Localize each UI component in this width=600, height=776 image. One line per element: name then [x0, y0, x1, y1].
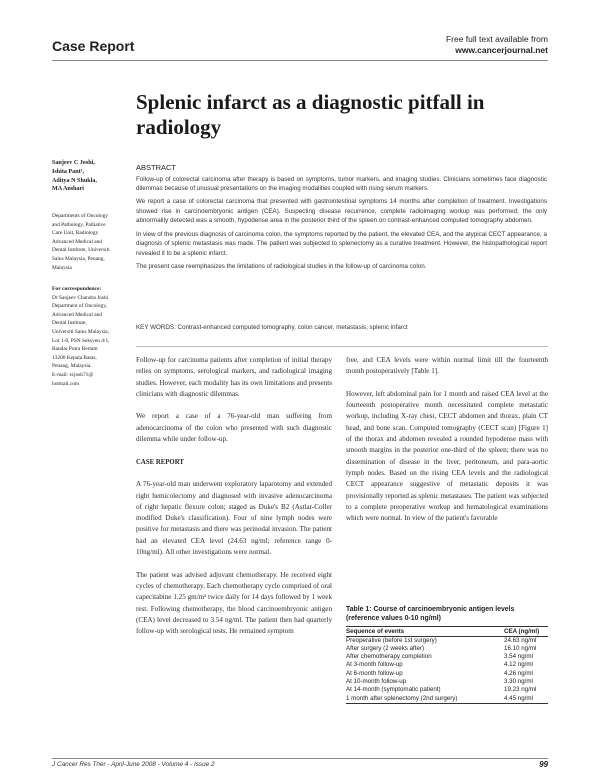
article-title: Splenic infarct as a diagnostic pitfall in radiology [136, 90, 485, 139]
table-row [346, 678, 548, 686]
event-cell: After chemotherapy completion [346, 653, 432, 661]
body-paragraph: Follow-up for carcinoma patients after completion of initial therapy relies on symptoms, serological markers, and radiological imaging studies. However, each modality has its own limitations and presents clinicians with diagnostic dilemmas. [136, 356, 332, 398]
author-name: Ishita Pant¹, [52, 168, 84, 175]
fulltext-notice [446, 34, 548, 56]
table-row [346, 636, 548, 645]
abstract-paragraph: We report a case of colorectal carcinoma that presented with gastrointestinal symptoms 14 months after completion of treatment. Investigations showed rise in carcinoembryonic antigen (CEA). Suspecting disease recurrence, complete radioimaging workup was performed; the only abnormality detected was a smooth, hypodense area in the posterior third of the spleen on contrast-enhanced computed tomography abdomen. [136, 198, 547, 225]
table-row [346, 653, 548, 661]
fulltext-line: Free full text available from [445, 34, 548, 44]
event-cell: At 6-month follow-up [346, 669, 403, 677]
affiliation-line: and Pathology, Palliative [52, 221, 106, 228]
affiliation-line: Sains Malaysia, Penang, [52, 255, 105, 262]
correspondence-line: Lot 1-8, PSN Seksyen 4/1, [52, 337, 110, 344]
correspondence-line: Department of Oncology, [52, 303, 107, 310]
header-divider [52, 60, 548, 61]
cea-cell: 19.23 ng/ml [504, 686, 537, 694]
correspondence-block [52, 285, 130, 388]
affiliation [52, 212, 130, 272]
correspondence-line: Dr Sanjeev Chandra Joshi [52, 294, 109, 301]
body-column-left [136, 355, 332, 649]
affiliation-line: Advanced Medical and [52, 238, 102, 245]
table-header-row [346, 627, 548, 637]
abstract-heading: ABSTRACT [136, 163, 177, 172]
table-1 [346, 606, 548, 704]
table-row [346, 695, 548, 704]
correspondence-line: Bandar Putra Bertam [52, 346, 98, 353]
journal-url-link[interactable]: www.cancerjournal.net [455, 45, 548, 55]
abstract-paragraph: The present case reemphasizes the limitations of radiological studies in the follow-up of carcinoma colon. [136, 262, 427, 270]
column-header-cea: CEA (ng/ml) [504, 627, 548, 637]
cea-cell: 4.26 ng/ml [504, 669, 533, 677]
event-cell: 1 month after splenectomy (2nd surgery) [346, 695, 504, 704]
correspondence-line: Universiti Sains Malaysia, [52, 328, 110, 335]
table-row [346, 686, 548, 694]
abstract-paragraph: In view of the previous diagnosis of carcinoma colon, the symptoms reported by the patient, the elevated CEA, and the atypical CECT appearance, a diagnosis of splenic metastasis was made. The patient was subjected to splenectomy as a curative treatment. However, the histopathological report revealed it to be a splenic infarct. [136, 230, 547, 257]
correspondence-line: Dental Institute, [52, 320, 87, 327]
correspondence-email[interactable]: E-mail: scjosh71@ [52, 371, 94, 378]
body-paragraph: The patient was advised adjuvant chemotherapy. He received eight cycles of chemotherapy. Each chemotherapy cycle comprised of oral capecitabine 1.25 gm/m² twice daily for 14 days followed by 1 week rest. Following chemotherapy, the blood carcinoembryonic antigen (CEA) level decreased to 3.54 ng/ml. The patient then had quarterly follow-up with serological tests. He remained symptom [136, 570, 332, 636]
cea-cell: 4.45 ng/ml [504, 695, 548, 704]
cea-cell: 4.12 ng/ml [504, 661, 533, 669]
correspondence-label: For correspondence: [52, 286, 102, 292]
page-number: 99 [539, 760, 548, 769]
event-cell: After surgery (2 weeks after) [346, 644, 425, 652]
body-paragraph: A 76-year-old man underwent exploratory laparotomy and extended right hemicolectomy and diagnosed with invasive adenocarcinoma of right hepatic flexure colon; staged as Duke's B2 (Astlar-Coller modified Duke's classification). Four of nine lymph nodes were positive for metastasis and there was perinodal invasion. The patient had an elevated CEA level (24.63 ng/ml; reference range 0-10ng/ml). All other investigations were normal. [136, 480, 332, 557]
cea-cell: 24.63 ng/ml [504, 636, 537, 644]
abstract [136, 163, 547, 275]
cea-table [346, 626, 548, 704]
correspondence-line: Penang, Malaysia. [52, 363, 92, 370]
event-cell: Preoperative (before 1st surgery) [346, 636, 437, 644]
abstract-divider [136, 346, 548, 347]
body-paragraph: However, left abdominal pain for 1 month and raised CEA level at the fourteenth postoperative month necessitated complete metastatic workup, including X-ray chest, CECT abdomen and thorax, plain CT head, and bone scan. Computed tomography (CECT scan) [Figure 1] of the thorax and abdomen revealed a rounded hypodense mass with smooth margins in the posterior one-third of the spleen; there was no dissemination of disease in the liver, peritoneum, and para-aortic lymph nodes. Based on the rising CEA levels and the radiological CECT appearance suggestive of metastatic deposits it was provisionally reported as splenic metastases. The patient was subjected to a complete preoperative workup and hematological examinations which were normal. In view of the patient's favorable [346, 389, 548, 523]
affiliation-line: Departments of Oncology [52, 213, 108, 219]
affiliation-line: Care Unit, Radiology [52, 230, 99, 237]
event-cell: At 3-month follow-up [346, 661, 403, 669]
body-column-right [346, 355, 548, 536]
keywords: KEY WORDS: Contrast-enhanced computed tomography, colon cancer, metastasis, splenic infarct [136, 324, 408, 331]
affiliation-line: Dental Institute, Universiti [52, 247, 110, 254]
affiliation-line: Malaysia [52, 264, 72, 271]
body-paragraph: free, and CEA levels were within normal limit till the fourteenth month postoperatively [Table 1]. [346, 356, 548, 376]
cea-cell: 3.54 ng/ml [504, 653, 533, 661]
event-cell: At 14-month (symptomatic patient) [346, 686, 441, 694]
section-heading-case-report: CASE REPORT [136, 458, 184, 466]
table-caption: Table 1: Course of carcinoembryonic antigen levels (reference values 0-10 ng/ml) [346, 606, 515, 622]
cea-cell: 16.10 ng/ml [504, 644, 537, 652]
author-name: MA Anshari [52, 186, 84, 193]
footer-divider [52, 758, 548, 759]
column-header-event: Sequence of events [346, 627, 504, 637]
correspondence-line: 13200 Kepala Batas, [52, 354, 97, 361]
cea-cell: 3.30 ng/ml [504, 678, 533, 686]
journal-citation: J Cancer Res Ther - April-June 2008 - Volume 4 - Issue 2 [52, 761, 215, 768]
event-cell: At 10-month follow-up [346, 678, 407, 686]
table-row [346, 661, 548, 669]
correspondence-email[interactable]: hotmail.com [52, 380, 80, 387]
abstract-paragraph: Follow-up of colorectal carcinoma after therapy is based on symptoms, tumor markers, and imaging studies. Clinicians sometimes face diagnostic dilemmas because of unusual presentations on the imaging modalities coupled with rising serum markers. [136, 175, 547, 193]
table-row [346, 645, 548, 653]
author-name: Sanjeev C Joshi, [52, 160, 95, 166]
author-name: Aditya N Shukla, [52, 177, 97, 184]
table-row [346, 670, 548, 678]
correspondence-line: Advanced Medical and [52, 311, 102, 318]
report-type-label: Case Report [52, 38, 135, 54]
author-list [52, 159, 130, 194]
body-paragraph: We report a case of a 76-year-old man suffering from adenocarcinoma of the colon who presented with such diagnostic dilemma while under follow-up. [136, 412, 332, 444]
